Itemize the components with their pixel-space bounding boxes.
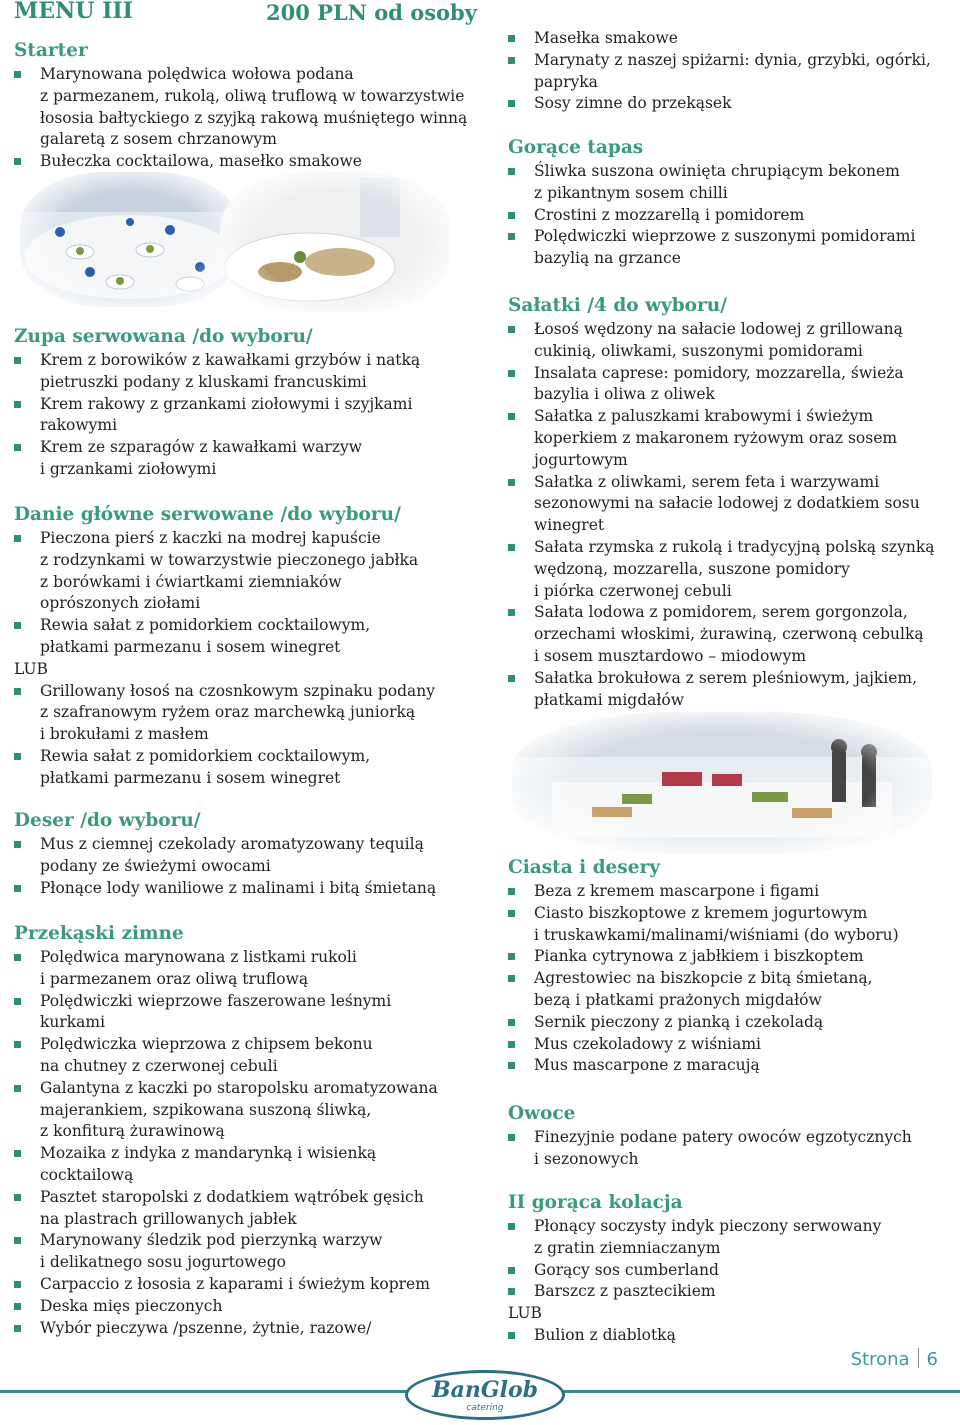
bullet-icon <box>508 1019 515 1026</box>
menu-item-line: i truskawkami/malinami/wiśniami (do wyboru) <box>534 925 899 944</box>
menu-item-line: Mozaika z indyka z mandarynką i wisienką <box>40 1144 377 1163</box>
bullet-icon <box>14 444 21 451</box>
menu-item <box>508 363 934 407</box>
menu-item-line: oprószonych ziołami <box>40 594 201 613</box>
menu-item-line: i delikatnego sosu jogurtowego <box>40 1253 286 1272</box>
menu-item-line: Gorący sos cumberland <box>534 1260 719 1279</box>
menu-item-line: Polędwica marynowana z listkami rukoli <box>40 948 357 966</box>
menu-item <box>14 1274 438 1296</box>
section-title: Zupa serwowana /do wyboru/ <box>14 326 313 347</box>
menu-item-line: Śliwka suszona owinięta chrupiącym bekonem <box>534 162 900 180</box>
menu-item-line: Pianka cytrynowa z jabłkiem i biszkoptem <box>534 947 864 966</box>
section-title: Ciasta i desery <box>508 857 660 878</box>
menu-item <box>14 151 467 173</box>
menu-item <box>508 50 931 94</box>
menu-item <box>14 746 435 790</box>
menu-item <box>14 991 438 1035</box>
menu-item-line: Galantyna z kaczki po staropolsku aromatyzowana <box>40 1078 438 1097</box>
section-subtitle: /do wyboru/ <box>185 326 313 347</box>
bullet-icon <box>508 1134 515 1141</box>
bullet-icon <box>508 326 515 333</box>
menu-item-line: kurkami <box>40 1013 106 1032</box>
menu-item <box>508 1325 881 1347</box>
bullet-icon <box>14 1150 21 1157</box>
bullet-icon <box>508 57 515 64</box>
bullet-icon <box>14 158 21 165</box>
menu-item-line: i brokułami z masłem <box>40 725 209 744</box>
section-title: Owoce <box>508 1103 576 1124</box>
menu-title: MENU III <box>14 0 133 24</box>
bullet-icon <box>14 1303 21 1310</box>
menu-item-line: cukinią, oliwkami, suszonymi pomidorami <box>534 341 863 360</box>
bullet-icon <box>14 753 21 760</box>
page-number: 6 <box>926 1349 938 1370</box>
menu-item <box>14 1230 438 1274</box>
menu-item-line: Sałatka z paluszkami krabowymi i świeżym <box>534 407 874 426</box>
menu-item-line: bezą i płatkami prażonych migdałów <box>534 990 822 1009</box>
photo-plated-dish <box>220 172 450 312</box>
bullet-icon <box>508 212 515 219</box>
logo-text: BanGlob <box>431 1377 539 1403</box>
menu-item-line: na chutney z czerwonej cebuli <box>40 1056 278 1075</box>
menu-item-line: Masełka smakowe <box>534 29 678 47</box>
bullet-icon <box>14 688 21 695</box>
section-starter-cont <box>508 28 931 115</box>
menu-item-line: z szafranowym ryżem oraz marchewką juniorką <box>40 703 416 722</box>
menu-item <box>14 528 435 615</box>
menu-item-line: Płonący soczysty indyk pieczony serwowany <box>534 1217 882 1235</box>
menu-item-line: Carpaccio z łososia z kaparami i świeżym koprem <box>40 1274 430 1293</box>
or-label: LUB <box>508 1304 542 1323</box>
menu-item-line: Marynowany śledzik pod pierzynką warzyw <box>40 1231 383 1250</box>
menu-item <box>508 161 915 205</box>
section-main <box>14 504 435 790</box>
bullet-icon <box>14 535 21 542</box>
menu-item <box>508 602 934 667</box>
menu-item-line: z parmezanem, rukolą, oliwą truflową w towarzystwie <box>40 86 465 105</box>
menu-item <box>14 394 420 438</box>
bullet-icon <box>14 622 21 629</box>
section-subtitle: /4 do wyboru/ <box>580 295 727 316</box>
bullet-icon <box>14 1041 21 1048</box>
bullet-icon <box>508 910 515 917</box>
menu-item <box>508 1055 899 1077</box>
menu-item-line: pietruszki podany z kluskami francuskimi <box>40 372 367 391</box>
menu-item <box>14 947 438 991</box>
menu-item <box>14 878 436 900</box>
menu-item-line: podany ze świeżymi owocami <box>40 856 271 875</box>
menu-item-line: płatkami parmezanu i sosem winegret <box>40 637 341 656</box>
menu-item <box>508 881 899 903</box>
menu-item-line: z konfiturą żurawinową <box>40 1122 225 1141</box>
menu-item-line: Płonące lody waniliowe z malinami i bitą śmietaną <box>40 878 437 897</box>
menu-item <box>508 1216 881 1260</box>
menu-item-line: Beza z kremem mascarpone i figami <box>534 882 820 900</box>
section-cakes <box>508 857 899 1077</box>
menu-item-line: Agrestowiec na biszkopcie z bitą śmietaną, <box>534 969 873 988</box>
menu-item-line: Sałata rzymska z rukolą i tradycyjną polską szynką <box>534 537 935 556</box>
menu-item-line: sezonowymi na sałacie lodowej z dodatkiem sosu <box>534 494 920 513</box>
menu-item-line: i sezonowych <box>534 1149 639 1168</box>
bullet-icon <box>508 888 515 895</box>
menu-item-line: winegret <box>534 516 605 535</box>
menu-item-line: jogurtowym <box>534 450 628 469</box>
menu-item <box>508 406 934 471</box>
menu-item <box>14 1318 438 1340</box>
menu-item <box>508 319 934 363</box>
menu-item-line: cocktailową <box>40 1165 134 1184</box>
bullet-icon <box>14 885 21 892</box>
menu-item-line: bazylia i oliwa z oliwek <box>534 385 715 404</box>
menu-item-line: Krem z borowików z kawałkami grzybów i natką <box>40 351 421 369</box>
menu-item <box>14 1078 438 1143</box>
menu-item-line: z borówkami i ćwiartkami ziemniaków <box>40 572 342 591</box>
menu-item-line: Mus z ciemnej czekolady aromatyzowany tequilą <box>40 835 424 853</box>
menu-item-line: Ciasto biszkoptowe z kremem jogurtowym <box>534 903 868 922</box>
section-title: Przekąski zimne <box>14 923 184 944</box>
menu-item-line: Rewia sałat z pomidorkiem cocktailowym, <box>40 746 371 765</box>
logo-subtext: catering <box>466 1403 504 1413</box>
menu-item <box>14 1296 438 1318</box>
menu-item-line: i grzankami ziołowymi <box>40 459 217 478</box>
section-title: Sałatki /4 do wyboru/ <box>508 295 727 316</box>
menu-item-line: Pieczona pierś z kaczki na modrej kapuście <box>40 529 381 547</box>
menu-item-line: Finezyjnie podane patery owoców egzotycznych <box>534 1128 912 1146</box>
menu-item-line: Mus czekoladowy z wiśniami <box>534 1034 761 1053</box>
bullet-icon <box>14 998 21 1005</box>
menu-item-line: Sałatka z oliwkami, serem feta i warzywami <box>534 472 880 491</box>
menu-item-line: i sosem musztardowo – miodowym <box>534 646 807 665</box>
or-label: LUB <box>14 659 48 678</box>
menu-item <box>508 226 915 270</box>
bullet-icon <box>508 1332 515 1339</box>
menu-item-line: wędzoną, mozzarella, suszone pomidory <box>534 559 850 578</box>
menu-item-line: Grillowany łosoś na czosnkowym szpinaku podany <box>40 681 436 700</box>
menu-item <box>508 1012 899 1034</box>
section-title: Starter <box>14 40 88 61</box>
menu-item-line: Marynowana polędwica wołowa podana <box>40 65 354 83</box>
menu-item-line: Krem ze szparagów z kawałkami warzyw <box>40 438 363 457</box>
bullet-icon <box>508 233 515 240</box>
menu-item-line: Marynaty z naszej spiżarni: dynia, grzybki, ogórki, <box>534 50 931 69</box>
menu-item <box>508 1034 899 1056</box>
menu-item-line: papryka <box>534 72 598 91</box>
bullet-icon <box>508 1288 515 1295</box>
menu-item-line: łososia bałtyckiego z szyjką rakową muśniętego winną <box>40 108 468 127</box>
menu-item-line: i piórka czerwonej cebuli <box>534 581 732 600</box>
bullet-icon <box>14 1194 21 1201</box>
menu-item-line: Polędwiczki wieprzowe faszerowane leśnymi <box>40 991 392 1010</box>
bullet-icon <box>508 413 515 420</box>
menu-item-line: Sałata lodowa z pomidorem, serem gorgonzola, <box>534 603 908 622</box>
menu-item-line: na plastrach grillowanych jabłek <box>40 1209 297 1228</box>
menu-item-line: majerankiem, szpikowana suszoną śliwką, <box>40 1100 372 1119</box>
menu-item <box>508 1260 881 1282</box>
menu-item <box>508 93 931 115</box>
menu-item <box>508 668 934 712</box>
menu-item <box>508 205 915 227</box>
menu-item-line: orzechami włoskimi, żurawiną, czerwoną cebulką <box>534 625 924 644</box>
bullet-icon <box>508 370 515 377</box>
menu-item <box>508 1281 881 1303</box>
section-cold <box>14 923 438 1339</box>
menu-item-line: Insalata caprese: pomidory, mozzarella, świeża <box>534 363 904 382</box>
section-fruit <box>508 1103 912 1171</box>
bullet-icon <box>14 71 21 78</box>
menu-item-line: Crostini z mozzarellą i pomidorem <box>534 205 805 224</box>
section-hot-tapas <box>508 137 915 270</box>
menu-item-line: z pikantnym sosem chilli <box>534 183 728 202</box>
menu-item-line: z rodzynkami w towarzystwie pieczonego jabłka <box>40 550 419 569</box>
menu-item <box>508 1127 912 1171</box>
menu-item-line: Krem rakowy z grzankami ziołowymi i szyjkami <box>40 394 413 413</box>
menu-item <box>14 1034 438 1078</box>
section-salads <box>508 295 934 711</box>
menu-item <box>14 1143 438 1187</box>
section-supper <box>508 1192 881 1347</box>
bullet-icon <box>14 1085 21 1092</box>
menu-item-line: Pasztet staropolski z dodatkiem wątróbek gęsich <box>40 1187 424 1206</box>
menu-item-line: Sernik pieczony z pianką i czekoladą <box>534 1012 824 1031</box>
section-subtitle: /do wyboru/ <box>274 504 401 525</box>
section-dessert <box>14 810 436 899</box>
section-soup <box>14 326 420 481</box>
menu-item-line: Sałatka brokułowa z serem pleśniowym, jajkiem, <box>534 668 918 687</box>
menu-item <box>14 64 467 151</box>
menu-item-line: płatkami parmezanu i sosem winegret <box>40 768 341 787</box>
menu-item-line: koperkiem z makaronem ryżowym oraz sosem <box>534 428 898 447</box>
menu-item-line: galaretą z sosem chrzanowym <box>40 130 277 149</box>
price-label: 200 PLN od osoby <box>266 0 477 25</box>
bullet-icon <box>508 544 515 551</box>
menu-item <box>508 968 899 1012</box>
bullet-icon <box>508 975 515 982</box>
menu-item <box>14 1187 438 1231</box>
bullet-icon <box>508 609 515 616</box>
menu-item <box>508 946 899 968</box>
bullet-icon <box>14 401 21 408</box>
bullet-icon <box>508 35 515 42</box>
menu-item-line: Polędwiczka wieprzowa z chipsem bekonu <box>40 1035 373 1054</box>
photo-table-setting <box>20 172 240 307</box>
menu-item-line: Sosy zimne do przekąsek <box>534 94 732 113</box>
bullet-icon <box>508 953 515 960</box>
menu-item-line: Wybór pieczywa /pszenne, żytnie, razowe/ <box>40 1318 372 1337</box>
menu-item-line: Bulion z diablotką <box>534 1325 676 1344</box>
menu-item-line: Rewia sałat z pomidorkiem cocktailowym, <box>40 616 371 635</box>
menu-item-line: płatkami migdałów <box>534 690 684 709</box>
menu-item <box>508 28 931 50</box>
bullet-icon <box>508 1062 515 1069</box>
bullet-icon <box>508 100 515 107</box>
menu-item <box>508 472 934 537</box>
bullet-icon <box>14 841 21 848</box>
menu-item <box>14 615 435 659</box>
section-title: II gorąca kolacja <box>508 1192 683 1213</box>
menu-item-line: z gratin ziemniaczanym <box>534 1238 721 1257</box>
bullet-icon <box>14 357 21 364</box>
menu-item-line: Bułeczka cocktailowa, masełko smakowe <box>40 152 362 171</box>
section-subtitle: /do wyboru/ <box>73 810 201 831</box>
bullet-icon <box>14 1237 21 1244</box>
photo-buffet <box>512 712 932 854</box>
menu-item <box>14 834 436 878</box>
bullet-icon <box>14 1325 21 1332</box>
page-indicator <box>851 1348 938 1370</box>
menu-item <box>14 437 420 481</box>
bullet-icon <box>14 954 21 961</box>
menu-item-line: bazylią na grzance <box>534 249 681 268</box>
bullet-icon <box>508 1223 515 1230</box>
bullet-icon <box>14 1281 21 1288</box>
menu-item-line: Łosoś wędzony na sałacie lodowej z grillowaną <box>534 320 903 338</box>
section-title: Deser /do wyboru/ <box>14 810 201 831</box>
menu-item-line: rakowymi <box>40 416 118 435</box>
menu-item <box>14 350 420 394</box>
menu-item-line: Mus mascarpone z maracują <box>534 1056 760 1075</box>
menu-item-line: Deska mięs pieczonych <box>40 1296 223 1315</box>
menu-item-line: Barszcz z pasztecikiem <box>534 1282 716 1301</box>
menu-item <box>14 681 435 746</box>
company-logo <box>405 1370 565 1420</box>
bullet-icon <box>508 675 515 682</box>
page-label: Strona <box>850 1349 910 1370</box>
section-starter <box>14 40 467 173</box>
page-separator <box>918 1348 919 1368</box>
section-title: Gorące tapas <box>508 137 644 158</box>
bullet-icon <box>508 168 515 175</box>
bullet-icon <box>508 1041 515 1048</box>
section-title: Danie główne serwowane /do wyboru/ <box>14 504 401 525</box>
bullet-icon <box>508 479 515 486</box>
menu-item-line: i parmezanem oraz oliwą truflową <box>40 969 309 988</box>
bullet-icon <box>508 1267 515 1274</box>
menu-item-line: Polędwiczki wieprzowe z suszonymi pomidorami <box>534 227 916 246</box>
menu-item <box>508 537 934 602</box>
menu-item <box>508 903 899 947</box>
